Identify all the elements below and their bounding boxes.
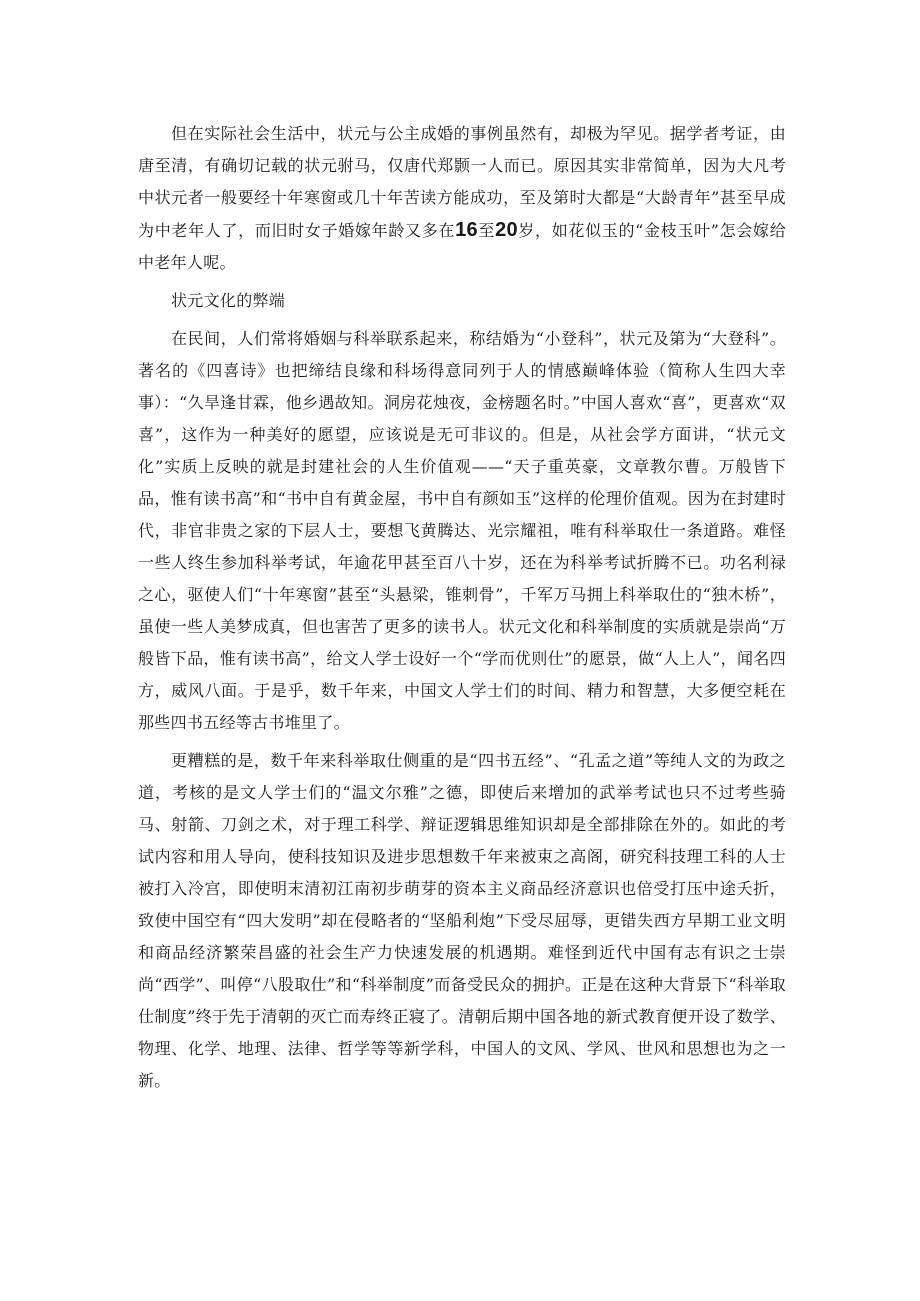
section-heading: 状元文化的弊端	[171, 291, 286, 310]
paragraph-2: 在民间，人们常将婚姻与科举联系起来，称结婚为“小登科”，状元及第为“大登科”。著名的《四喜诗》也把缔结良缘和科场得意同列于人的情感巅峰体验（简称人生四大幸事）：“久旱逢甘霖，他乡遇故知。洞房花烛夜，金榜题名时。”中国人喜欢“喜”，更喜欢“双喜”，这作为一种美好的愿望，应该说是无可非议的。但是，从社会学方面讲，“状元文化”实质上反映的就是封建社会的人生价值观——“天子重英豪，文章教尔曹。万般皆下品，惟有读书高”和“书中自有黄金屋，书中自有颜如玉”这样的伦理价值观。因为在封建时代，非官非贵之家的下层人士，要想飞黄腾达、光宗耀祖，唯有科举取仕一条道路。难怪一些人终生参加科举考试，年逾花甲甚至百八十岁，还在为科举考试折腾不已。功名利禄之心，驱使人们“十年寒窗”甚至“头悬梁，锥刺骨”，千军万马拥上科举取仕的“独木桥”，虽使一些人美梦成真，但也害苦了更多的读书人。状元文化和科举制度的实质就是崇尚“万般皆下品，惟有读书高”，给文人学士设好一个“学而优则仕”的愿景，做“人上人”，闻名四方，威风八面。于是乎，数千年来，中国文人学士们的时间、精力和智慧，大多便空耗在那些四书五经等古书堆里了。	[138, 329, 786, 732]
paragraph-3: 更糟糕的是，数千年来科举取仕侧重的是“四书五经”、“孔孟之道”等纯人文的为政之道，考核的是文人学士们的“温文尔雅”之德，即使后来增加的武举考试也只不过考些骑马、射箭、刀剑之术，对于理工科学、辩证逻辑思维知识却是全部排除在外的。如此的考试内容和用人导向，使科技知识及进步思想数千年来被束之高阁，研究科技理工科的人士被打入冷宫，即使明末清初江南初步萌芽的资本主义商品经济意识也倍受打压中途夭折，致使中国空有“四大发明”却在侵略者的“坚船利炮”下受尽屈辱，更错失西方早期工业文明和商品经济繁荣昌盛的社会生产力快速发展的机遇期。难怪到近代中国有志有识之士崇尚“西学”、叫停“八股取仕”和“科举制度”而备受民众的拥护。正是在这种大背景下“科举取仕制度”终于先于清朝的灭亡而寿终正寝了。清朝后期中国各地的新式教育便开设了数学、物理、化学、地理、法律、哲学等等新学科，中国人的文风、学风、世风和思想也为之一新。	[138, 751, 786, 1090]
document-body	[138, 118, 786, 1103]
age-number-16: 16	[455, 219, 478, 241]
age-number-20: 20	[495, 219, 518, 241]
paragraph-1-text-b: 至	[477, 221, 496, 240]
paragraph-1-text-a: 但在实际社会生活中，状元与公主成婚的事例虽然有，却极为罕见。据学者考证，由唐至清，有确切记载的状元驸马，仅唐代郑颢一人而已。原因其实非常简单，因为大凡考中状元者一般要经十年寒窗或几十年苦读方能成功，至及第时大都是“大龄青年”甚至早成为中老年人了，而旧时女子婚嫁年龄又多在	[138, 124, 786, 240]
paragraph-1-text-c: 岁，如花似玉的“金枝玉叶”怎会嫁给中老年人呢。	[138, 221, 787, 272]
paragraph-1	[138, 118, 786, 279]
